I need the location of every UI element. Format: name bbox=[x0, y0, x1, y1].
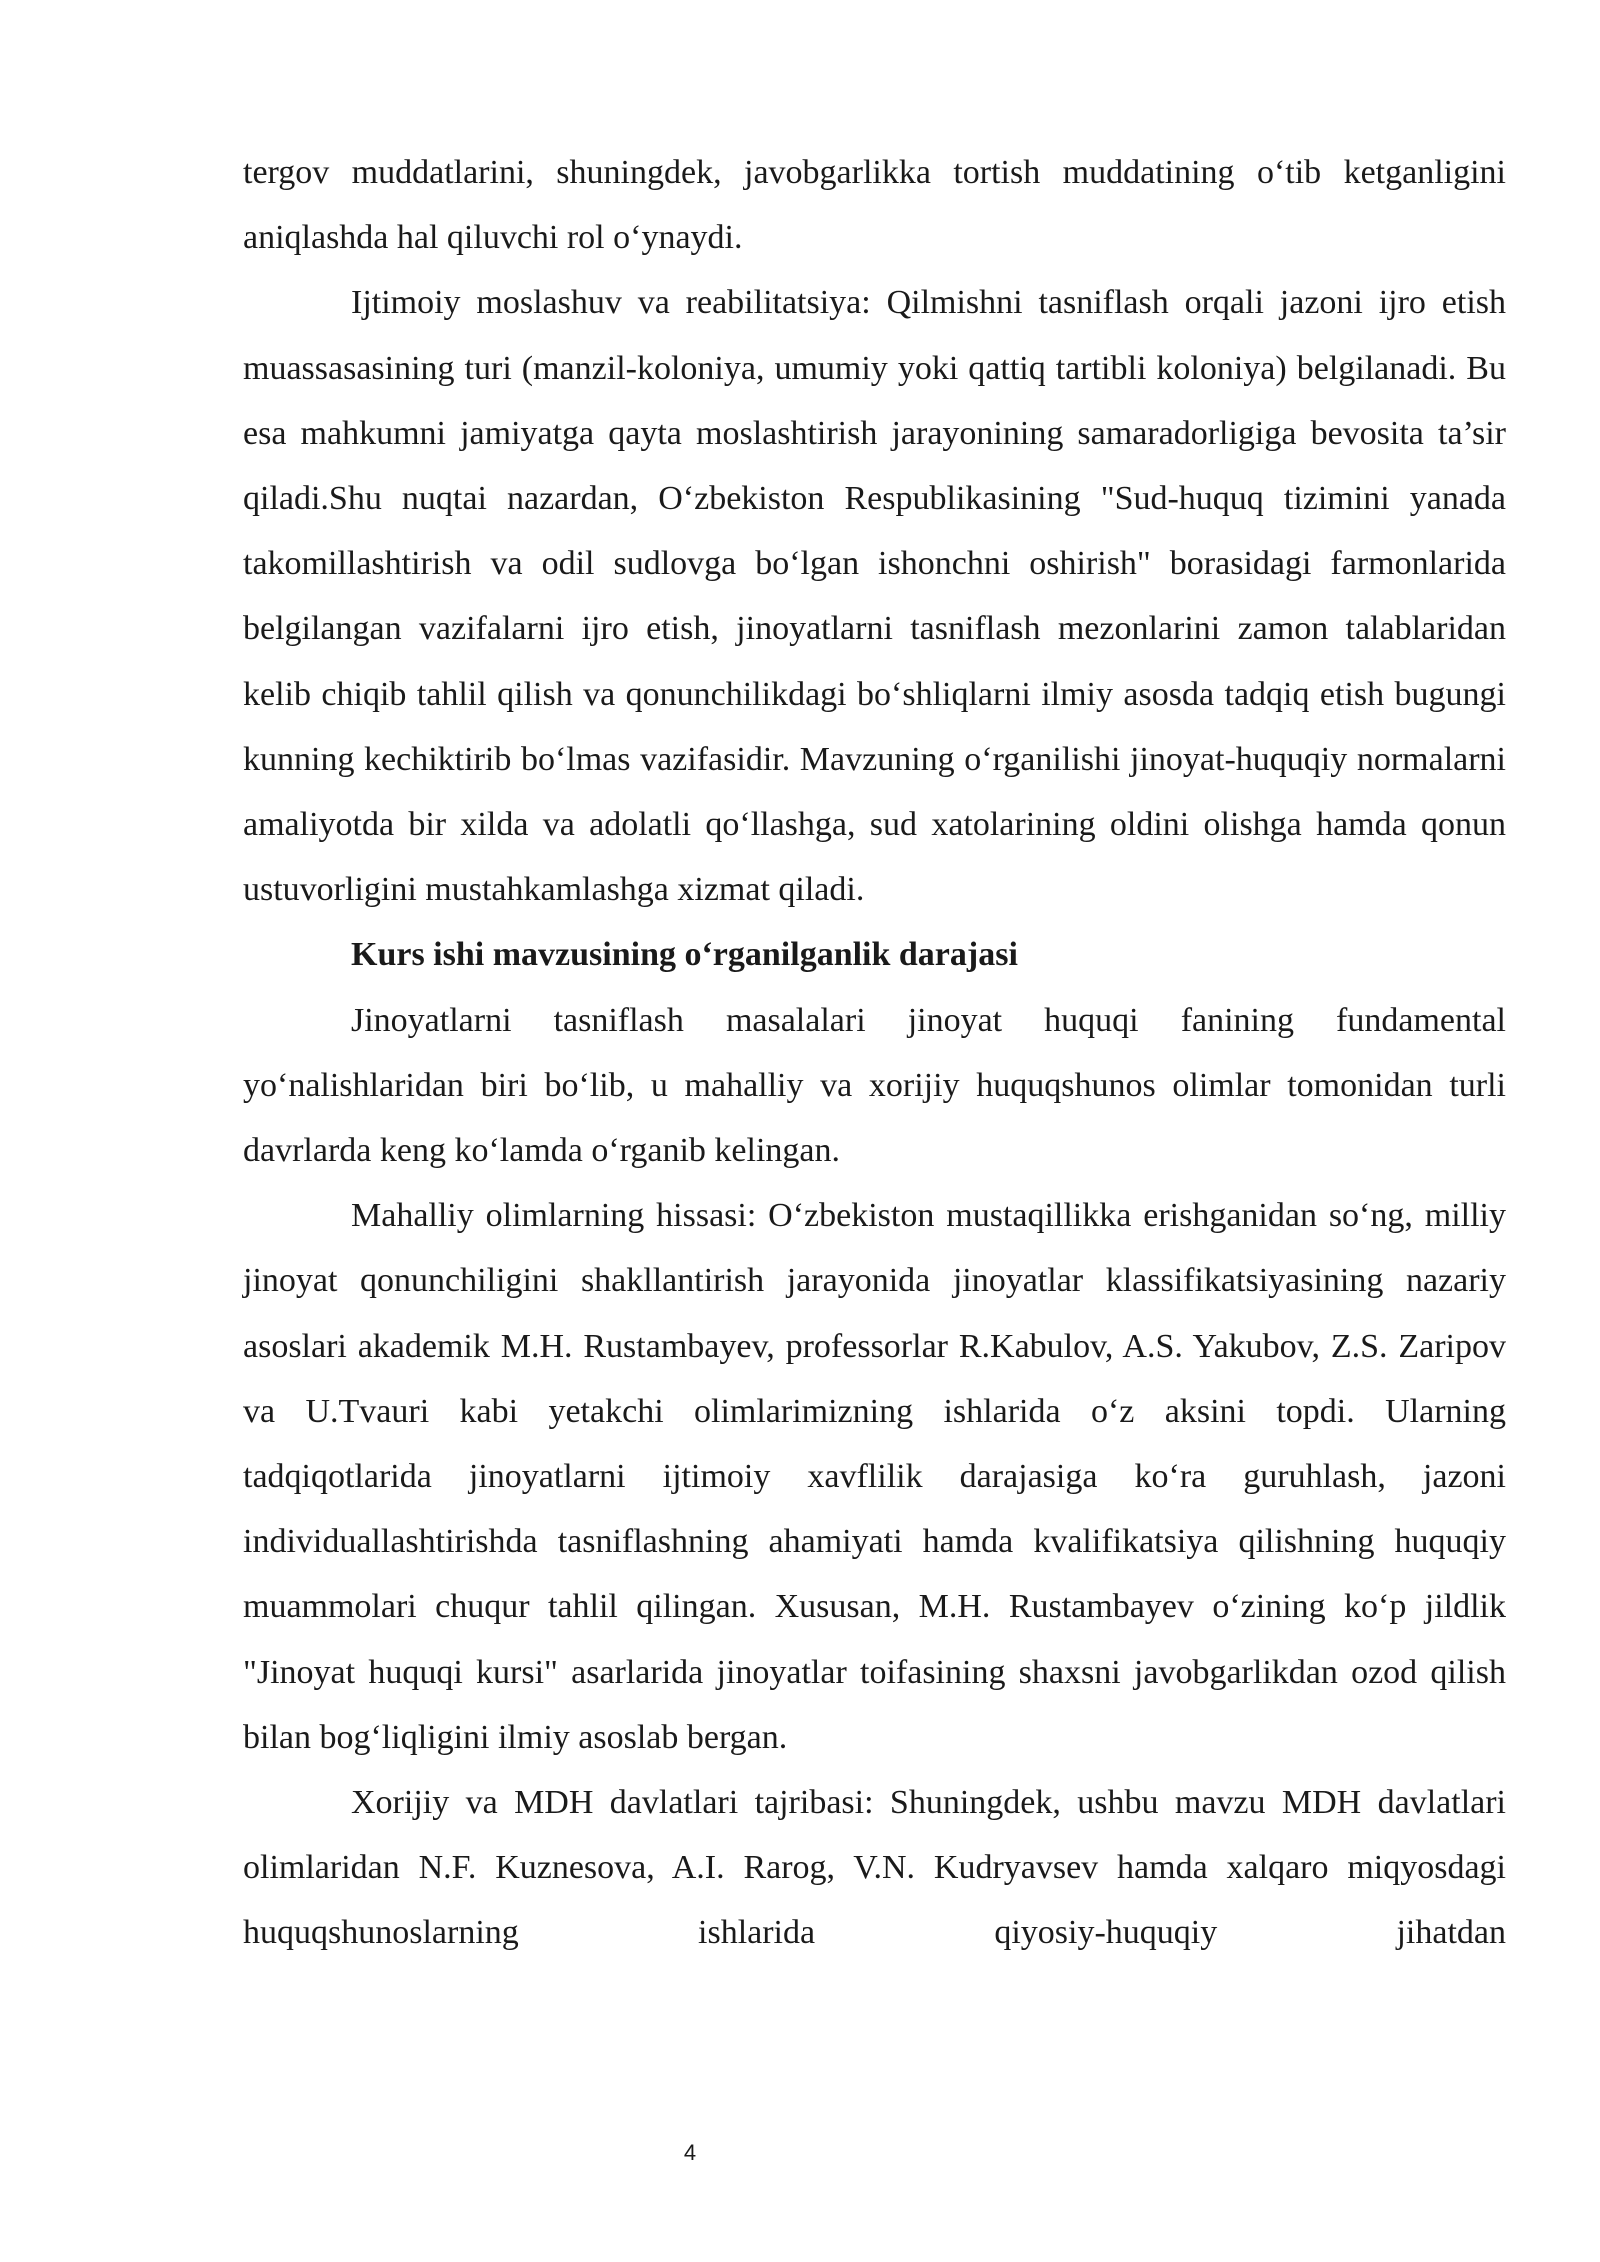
paragraph-foreign-experience: Xorijiy va MDH davlatlari tajribasi: Shuningdek, ushbu mavzu MDH davlatlari olimlaridan N.F. Kuznesova, A.I. Rarog, V.N. Kudryavsev hamda xalqaro miqyosdagi huquqshunoslarning ishlarida qiyosiy-huquqiy jihatdan bbox=[243, 1784, 1506, 1952]
paragraph-social-adaptation: Ijtimoiy moslashuv va reabilitatsiya: Qilmishni tasniflash orqali jazoni ijro etish muassasasining turi (manzil-koloniya, umumiy yoki qattiq tartibli koloniya) belgilanadi. Bu esa mahkumni jamiyatga qayta moslashtirish jarayonining samaradorligiga bevosita ta’sir qiladi.Shu nuqtai nazardan, O‘zbekiston Respublikasining "Sud-huquq tizimini yanada takomillashtirish va odil sudlovga bo‘lgan ishonchni oshirish" borasidagi farmonlarida belgilangan vazifalarni ijro etish, jinoyatlarni tasniflash mezonlarini zamon talablaridan kelib chiqib tahlil qilish va qonunchilikdagi bo‘shliqlarni ilmiy asosda tadqiq etish bugungi kunning kechiktirib bo‘lmas vazifasidir. Mavzuning o‘rganilishi jinoyat-huquqiy normalarni amaliyotda bir xilda va adolatli qo‘llashga, sud xatolarining oldini olishga hamda qonun ustuvorligini mustahkamlashga xizmat qiladi. bbox=[243, 284, 1506, 909]
paragraph-intro: Jinoyatlarni tasniflash masalalari jinoyat huquqi fanining fundamental yo‘nalishlaridan biri bo‘lib, u mahalliy va xorijiy huquqshunos olimlar tomonidan turli davrlarda keng ko‘lamda o‘rganib kelingan. bbox=[243, 1001, 1506, 1170]
page-number: 4 bbox=[683, 2140, 697, 2165]
paragraph-continuation: tergov muddatlarini, shuningdek, javobgarlikka tortish muddatining o‘tib ketganligini aniqlashda hal qiluvchi rol o‘ynaydi. bbox=[243, 154, 1506, 257]
section-heading: Kurs ishi mavzusining o‘rganilganlik darajasi bbox=[351, 936, 1018, 974]
paragraph-local-scholars: Mahalliy olimlarning hissasi: O‘zbekiston mustaqillikka erishganidan so‘ng, milliy jinoyat qonunchiligini shakllantirish jarayonida jinoyatlar klassifikatsiyasining nazariy asoslari akademik M.H. Rustambayev, professorlar R.Kabulov, A.S. Yakubov, Z.S. Zaripov va U.Tvauri kabi yetakchi olimlarimizning ishlarida o‘z aksini topdi. Ularning tadqiqotlarida jinoyatlarni ijtimoiy xavflilik darajasiga ko‘ra guruhlash, jazoni individuallashtirishda tasniflashning ahamiyati hamda kvalifikatsiya qilishning huquqiy muammolari chuqur tahlil qilingan. Xususan, M.H. Rustambayev o‘zining ko‘p jildlik "Jinoyat huquqi kursi" asarlarida jinoyatlar toifasining shaxsni javobgarlikdan ozod qilish bilan bog‘liqligini ilmiy asoslab bergan. bbox=[243, 1197, 1506, 1756]
document-body bbox=[243, 140, 1506, 1966]
